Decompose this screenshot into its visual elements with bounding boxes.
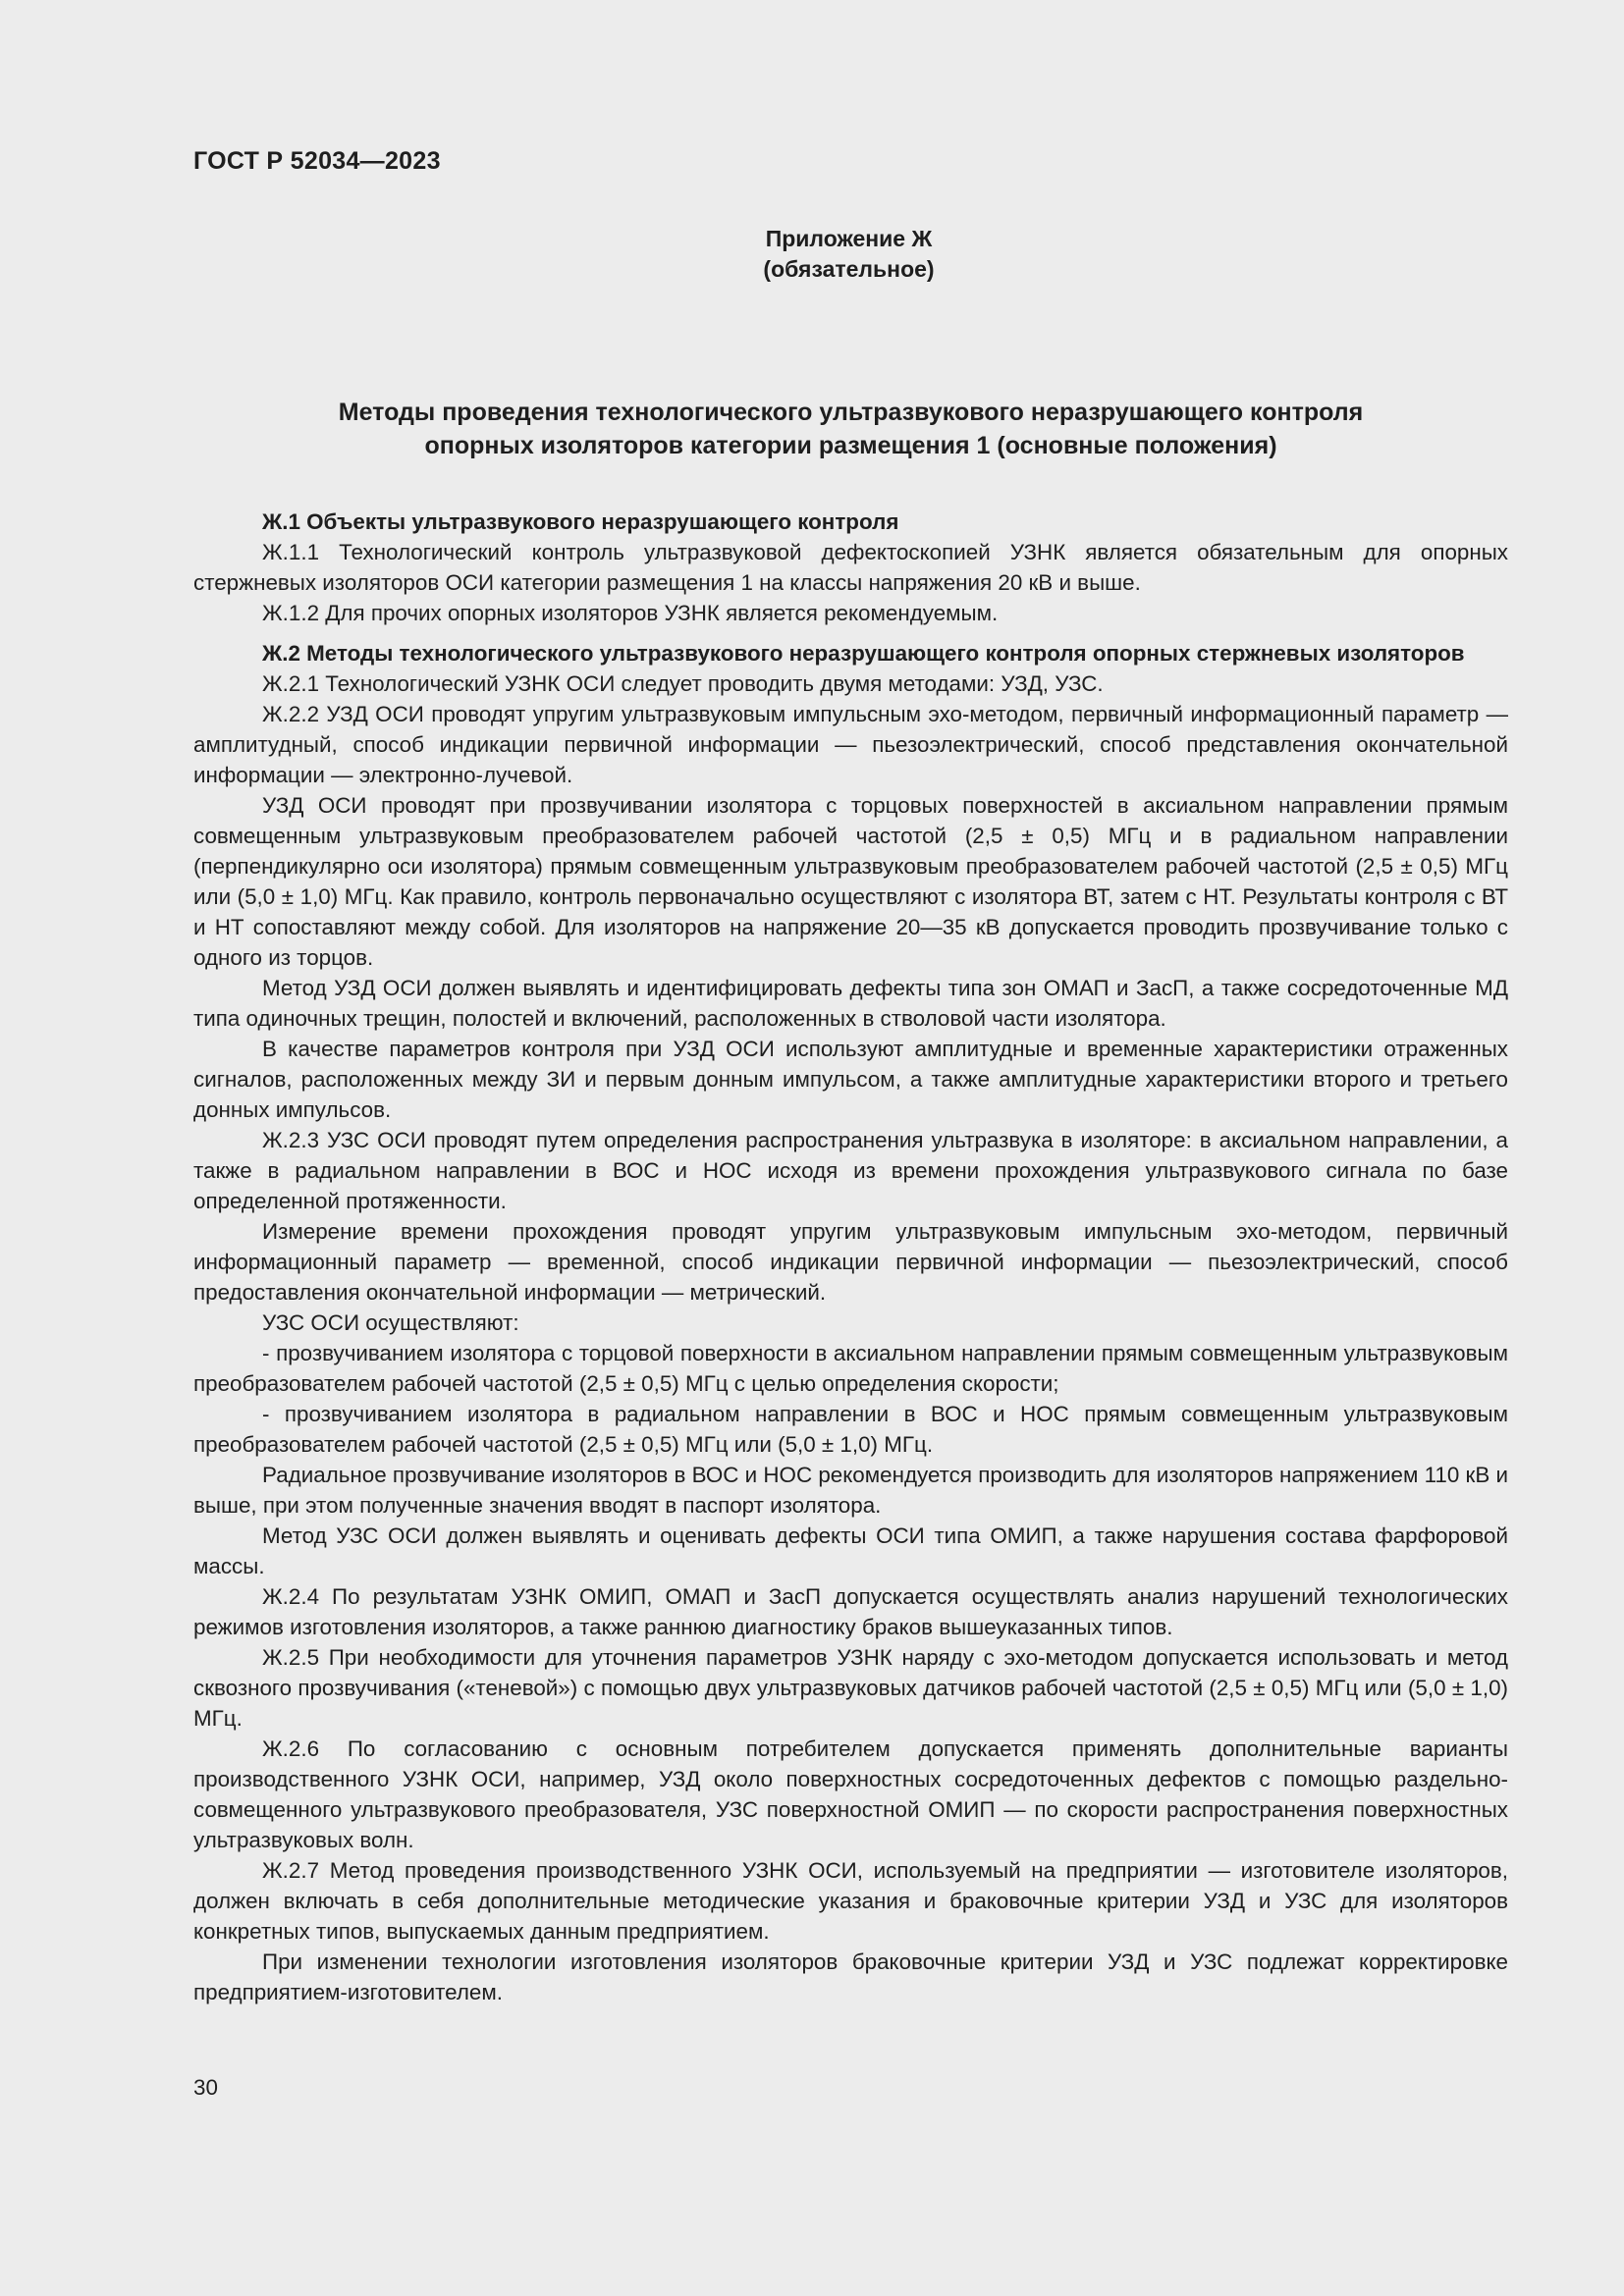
appendix-header xyxy=(0,224,1624,285)
document-code: ГОСТ Р 52034—2023 xyxy=(193,147,441,175)
paragraph-2-3: Ж.2.3 УЗС ОСИ проводят путем определения распространения ультразвука в изоляторе: в аксиальном направлении, а также в радиальном направлении в ВОС и НОС исходя из времени прохождения ультразвукового сигнала по базе определенной протяженности. xyxy=(193,1128,1508,1213)
list-item-axial: - прозвучиванием изолятора с торцовой поверхности в аксиальном направлении прямым совмещенным ультразвуковым преобразователем рабочей частотой (2,5 ± 0,5) МГц с целью определения скорости; xyxy=(193,1341,1508,1396)
appendix-status: (обязательное) xyxy=(763,256,935,282)
page-number: 30 xyxy=(193,2075,218,2100)
paragraph-2-2b: УЗД ОСИ проводят при прозвучивании изолятора с торцовых поверхностей в аксиальном направлении прямым совмещенным ультразвуковым преобразователем рабочей частотой (2,5 ± 0,5) МГц и в радиальном направлении (перпендикулярно оси изолятора) прямым совмещенным ультразвуковым преобразователем рабочей частотой (2,5 ± 0,5) МГц или (5,0 ± 1,0) МГц. Как правило, контроль первоначально осуществляют с изолятора ВТ, затем с НТ. Результаты контроля с ВТ и НТ сопоставляют между собой. Для изоляторов на напряжение 20—35 кВ допускается проводить прозвучивание только с одного из торцов. xyxy=(193,793,1508,970)
title-line-2: опорных изоляторов категории размещения 1 (основные положения) xyxy=(424,432,1277,459)
paragraph-1-2: Ж.1.2 Для прочих опорных изоляторов УЗНК является рекомендуемым. xyxy=(262,601,999,625)
paragraph-2-3c: УЗС ОСИ осуществляют: xyxy=(262,1310,519,1335)
paragraph-2-7b: При изменении технологии изготовления изоляторов браковочные критерии УЗД и УЗС подлежат корректировке предприятием-изготовителем. xyxy=(193,1949,1508,2004)
paragraph-2-3b: Измерение времени прохождения проводят упругим ультразвуковым импульсным эхо-методом, первичный информационный параметр — временной, способ индикации первичной информации — пьезоэлектрический, способ предоставления окончательной информации — метрический. xyxy=(193,1219,1508,1305)
section-heading-1: Ж.1 Объекты ультразвукового неразрушающего контроля xyxy=(262,509,899,534)
paragraph-1-1: Ж.1.1 Технологический контроль ультразвуковой дефектоскопией УЗНК является обязательным для опорных стержневых изоляторов ОСИ категории размещения 1 на классы напряжения 20 кВ и выше. xyxy=(193,540,1508,595)
paragraph-2-7: Ж.2.7 Метод проведения производственного УЗНК ОСИ, используемый на предприятии — изготовителе изоляторов, должен включать в себя дополнительные методические указания и браковочные критерии УЗД и УЗС для изоляторов конкретных типов, выпускаемых данным предприятием. xyxy=(193,1858,1508,1944)
paragraph-2-2: Ж.2.2 УЗД ОСИ проводят упругим ультразвуковым импульсным эхо-методом, первичный информационный параметр — амплитудный, способ индикации первичной информации — пьезоэлектрический, способ представления окончательной информации — электронно-лучевой. xyxy=(193,702,1508,787)
title-line-1: Методы проведения технологического ультразвукового неразрушающего контроля xyxy=(338,399,1364,426)
paragraph-2-2d: В качестве параметров контроля при УЗД ОСИ используют амплитудные и временные характеристики отраженных сигналов, расположенных между ЗИ и первым донным импульсом, а также амплитудные характеристики второго и третьего донных импульсов. xyxy=(193,1037,1508,1122)
appendix-label: Приложение Ж xyxy=(765,226,933,251)
section-heading-2: Ж.2 Методы технологического ультразвукового неразрушающего контроля опорных стержневых изоляторов xyxy=(262,641,1465,666)
paragraph-2-3g: Метод УЗС ОСИ должен выявлять и оценивать дефекты ОСИ типа ОМИП, а также нарушения состава фарфоровой массы. xyxy=(193,1523,1508,1578)
paragraph-2-3f: Радиальное прозвучивание изоляторов в ВОС и НОС рекомендуется производить для изоляторов напряжением 110 кВ и выше, при этом полученные значения вводят в паспорт изолятора. xyxy=(193,1463,1508,1518)
list-item-radial: - прозвучиванием изолятора в радиальном направлении в ВОС и НОС прямым совмещенным ультразвуковым преобразователем рабочей частотой (2,5 ± 0,5) МГц или (5,0 ± 1,0) МГц. xyxy=(193,1402,1508,1457)
paragraph-2-5: Ж.2.5 При необходимости для уточнения параметров УЗНК наряду с эхо-методом допускается использовать и метод сквозного прозвучивания («теневой») с помощью двух ультразвуковых датчиков рабочей частотой (2,5 ± 0,5) МГц или (5,0 ± 1,0) МГц. xyxy=(193,1645,1508,1731)
paragraph-2-1: Ж.2.1 Технологический УЗНК ОСИ следует проводить двумя методами: УЗД, УЗС. xyxy=(262,671,1104,696)
paragraph-2-4: Ж.2.4 По результатам УЗНК ОМИП, ОМАП и ЗасП допускается осуществлять анализ нарушений технологических режимов изготовления изоляторов, а также раннюю диагностику браков вышеуказанных типов. xyxy=(193,1584,1508,1639)
paragraph-2-2c: Метод УЗД ОСИ должен выявлять и идентифицировать дефекты типа зон ОМАП и ЗасП, а также сосредоточенные МД типа одиночных трещин, полостей и включений, расположенных в стволовой части изолятора. xyxy=(193,976,1508,1031)
document-body xyxy=(193,507,1508,2007)
paragraph-2-6: Ж.2.6 По согласованию с основным потребителем допускается применять дополнительные варианты производственного УЗНК ОСИ, например, УЗД около поверхностных сосредоточенных дефектов с помощью раздельно-совмещенного ультразвукового преобразователя, УЗС поверхностной ОМИП — по скорости распространения поверхностных ультразвуковых волн. xyxy=(193,1736,1508,1852)
appendix-title xyxy=(193,396,1508,462)
